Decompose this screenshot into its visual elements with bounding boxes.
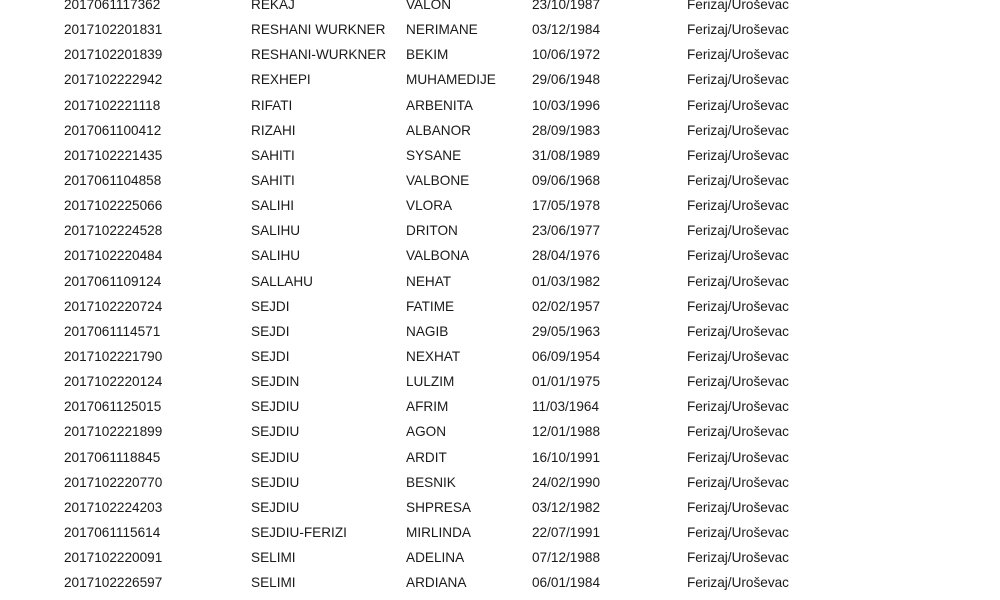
record-birth-date: 11/03/1964 <box>532 399 600 415</box>
table-row <box>0 369 1000 394</box>
record-id: 2017061125015 <box>64 399 162 415</box>
record-surname: SEJDI <box>251 298 290 314</box>
record-id: 2017102225066 <box>64 198 163 214</box>
record-place: Ferizaj/Uroševac <box>687 499 789 515</box>
table-row <box>0 319 1000 344</box>
record-surname: SEJDIU <box>251 474 300 490</box>
table-row <box>0 118 1000 143</box>
table-row <box>0 545 1000 570</box>
record-first-name: SYSANE <box>406 147 462 163</box>
record-place: Ferizaj/Uroševac <box>687 424 789 440</box>
record-surname: RESHANI WURKNER <box>251 22 386 38</box>
record-surname: SEJDIU <box>251 424 300 440</box>
record-birth-date: 24/02/1990 <box>532 474 601 490</box>
table-row <box>0 470 1000 495</box>
record-place: Ferizaj/Uroševac <box>687 449 789 465</box>
record-birth-date: 28/09/1983 <box>532 122 601 138</box>
record-surname: SALIHI <box>251 198 295 214</box>
record-birth-date: 03/12/1982 <box>532 499 601 515</box>
record-place: Ferizaj/Uroševac <box>687 474 789 490</box>
record-place: Ferizaj/Uroševac <box>687 72 789 88</box>
record-place: Ferizaj/Uroševac <box>687 97 789 113</box>
record-surname: SEJDIU-FERIZI <box>251 524 347 540</box>
record-birth-date: 01/01/1975 <box>532 374 601 390</box>
record-surname: REXHEPI <box>251 72 311 88</box>
record-first-name: MIRLINDA <box>406 524 471 540</box>
table-row <box>0 143 1000 168</box>
record-surname: SEJDI <box>251 323 290 339</box>
record-birth-date: 02/02/1957 <box>532 298 601 314</box>
record-birth-date: 09/06/1968 <box>532 172 601 188</box>
record-place: Ferizaj/Uroševac <box>687 172 789 188</box>
record-first-name: ARDIANA <box>406 575 467 591</box>
table-row <box>0 294 1000 319</box>
table-row <box>0 218 1000 243</box>
record-id: 2017102226597 <box>64 575 163 591</box>
record-id: 2017102224203 <box>64 499 163 515</box>
record-place: Ferizaj/Uroševac <box>687 550 789 566</box>
record-birth-date: 16/10/1991 <box>532 449 601 465</box>
record-id: 2017061109124 <box>64 273 162 289</box>
table-row <box>0 67 1000 92</box>
table-row <box>0 17 1000 42</box>
record-surname: SALIHU <box>251 248 301 264</box>
record-place: Ferizaj/Uroševac <box>687 323 789 339</box>
record-first-name: AFRIM <box>406 399 449 415</box>
record-place: Ferizaj/Uroševac <box>687 348 789 364</box>
record-place: Ferizaj/Uroševac <box>687 273 789 289</box>
table-row <box>0 344 1000 369</box>
record-birth-date: 03/12/1984 <box>532 22 601 38</box>
table-row <box>0 0 1000 17</box>
record-first-name: ARDIT <box>406 449 447 465</box>
record-surname: SEJDIU <box>251 399 300 415</box>
record-first-name: SHPRESA <box>406 499 471 515</box>
record-id: 2017102220770 <box>64 474 163 490</box>
record-place: Ferizaj/Uroševac <box>687 298 789 314</box>
record-first-name: MUHAMEDIJE <box>406 72 496 88</box>
record-first-name: NERIMANE <box>406 22 478 38</box>
record-place: Ferizaj/Uroševac <box>687 575 789 591</box>
record-surname: RESHANI-WURKNER <box>251 47 387 63</box>
record-surname: SEJDIN <box>251 374 300 390</box>
table-row <box>0 243 1000 268</box>
record-surname: RIFATI <box>251 97 293 113</box>
record-surname: SELIMI <box>251 575 296 591</box>
record-first-name: VALBONA <box>406 248 470 264</box>
table-row <box>0 269 1000 294</box>
record-first-name: NEHAT <box>406 273 452 289</box>
record-first-name: BESNIK <box>406 474 456 490</box>
record-birth-date: 23/10/1987 <box>532 0 601 12</box>
table-row <box>0 445 1000 470</box>
record-id: 2017061100412 <box>64 122 162 138</box>
table-row <box>0 495 1000 520</box>
record-birth-date: 29/06/1948 <box>532 72 601 88</box>
record-first-name: ALBANOR <box>406 122 471 138</box>
record-id: 2017061104858 <box>64 172 162 188</box>
record-first-name: AGON <box>406 424 447 440</box>
record-id: 2017102222942 <box>64 72 163 88</box>
record-id: 2017102220484 <box>64 248 163 264</box>
record-first-name: NAGIB <box>406 323 449 339</box>
record-surname: REKAJ <box>251 0 295 12</box>
table-row <box>0 570 1000 595</box>
record-place: Ferizaj/Uroševac <box>687 248 789 264</box>
record-birth-date: 07/12/1988 <box>532 550 601 566</box>
record-birth-date: 23/06/1977 <box>532 223 601 239</box>
record-place: Ferizaj/Uroševac <box>687 524 789 540</box>
record-surname: SELIMI <box>251 550 296 566</box>
table-row <box>0 419 1000 444</box>
record-place: Ferizaj/Uroševac <box>687 0 789 12</box>
record-id: 2017102201831 <box>64 22 163 38</box>
record-first-name: VLORA <box>406 198 453 214</box>
record-birth-date: 17/05/1978 <box>532 198 601 214</box>
record-first-name: BEKIM <box>406 47 449 63</box>
table-row <box>0 42 1000 67</box>
record-birth-date: 10/06/1972 <box>532 47 601 63</box>
record-id: 2017102221899 <box>64 424 163 440</box>
record-first-name: LULZIM <box>406 374 455 390</box>
record-birth-date: 28/04/1976 <box>532 248 601 264</box>
record-first-name: ADELINA <box>406 550 465 566</box>
record-surname: SAHITI <box>251 172 295 188</box>
record-surname: SAHITI <box>251 147 295 163</box>
table-row <box>0 394 1000 419</box>
table-row <box>0 520 1000 545</box>
record-id: 2017061118845 <box>64 449 161 465</box>
record-id: 2017061117362 <box>64 0 161 12</box>
record-first-name: NEXHAT <box>406 348 461 364</box>
record-id: 2017102201839 <box>64 47 163 63</box>
record-place: Ferizaj/Uroševac <box>687 374 789 390</box>
record-id: 2017102221118 <box>64 97 161 113</box>
record-birth-date: 22/07/1991 <box>532 524 601 540</box>
record-surname: RIZAHI <box>251 122 296 138</box>
record-birth-date: 31/08/1989 <box>532 147 601 163</box>
record-id: 2017102220124 <box>64 374 163 390</box>
record-first-name: ARBENITA <box>406 97 473 113</box>
record-birth-date: 29/05/1963 <box>532 323 601 339</box>
record-surname: SALIHU <box>251 223 301 239</box>
record-first-name: VALON <box>406 0 452 12</box>
record-birth-date: 01/03/1982 <box>532 273 601 289</box>
record-id: 2017061114571 <box>64 323 161 339</box>
table-row <box>0 168 1000 193</box>
record-place: Ferizaj/Uroševac <box>687 399 789 415</box>
record-place: Ferizaj/Uroševac <box>687 47 789 63</box>
record-first-name: VALBONE <box>406 172 470 188</box>
record-id: 2017102221790 <box>64 348 163 364</box>
record-birth-date: 10/03/1996 <box>532 97 601 113</box>
table-row <box>0 93 1000 118</box>
record-birth-date: 06/09/1954 <box>532 348 601 364</box>
record-place: Ferizaj/Uroševac <box>687 198 789 214</box>
record-birth-date: 06/01/1984 <box>532 575 601 591</box>
record-id: 2017102221435 <box>64 147 163 163</box>
record-surname: SALLAHU <box>251 273 313 289</box>
record-place: Ferizaj/Uroševac <box>687 22 789 38</box>
record-surname: SEJDI <box>251 348 290 364</box>
record-place: Ferizaj/Uroševac <box>687 147 789 163</box>
record-surname: SEJDIU <box>251 449 300 465</box>
record-birth-date: 12/01/1988 <box>532 424 601 440</box>
record-first-name: FATIME <box>406 298 455 314</box>
record-place: Ferizaj/Uroševac <box>687 122 789 138</box>
record-surname: SEJDIU <box>251 499 300 515</box>
record-id: 2017102220091 <box>64 550 163 566</box>
record-id: 2017102224528 <box>64 223 163 239</box>
table-row <box>0 193 1000 218</box>
record-first-name: DRITON <box>406 223 458 239</box>
record-id: 2017061115614 <box>64 524 161 540</box>
record-id: 2017102220724 <box>64 298 163 314</box>
record-place: Ferizaj/Uroševac <box>687 223 789 239</box>
